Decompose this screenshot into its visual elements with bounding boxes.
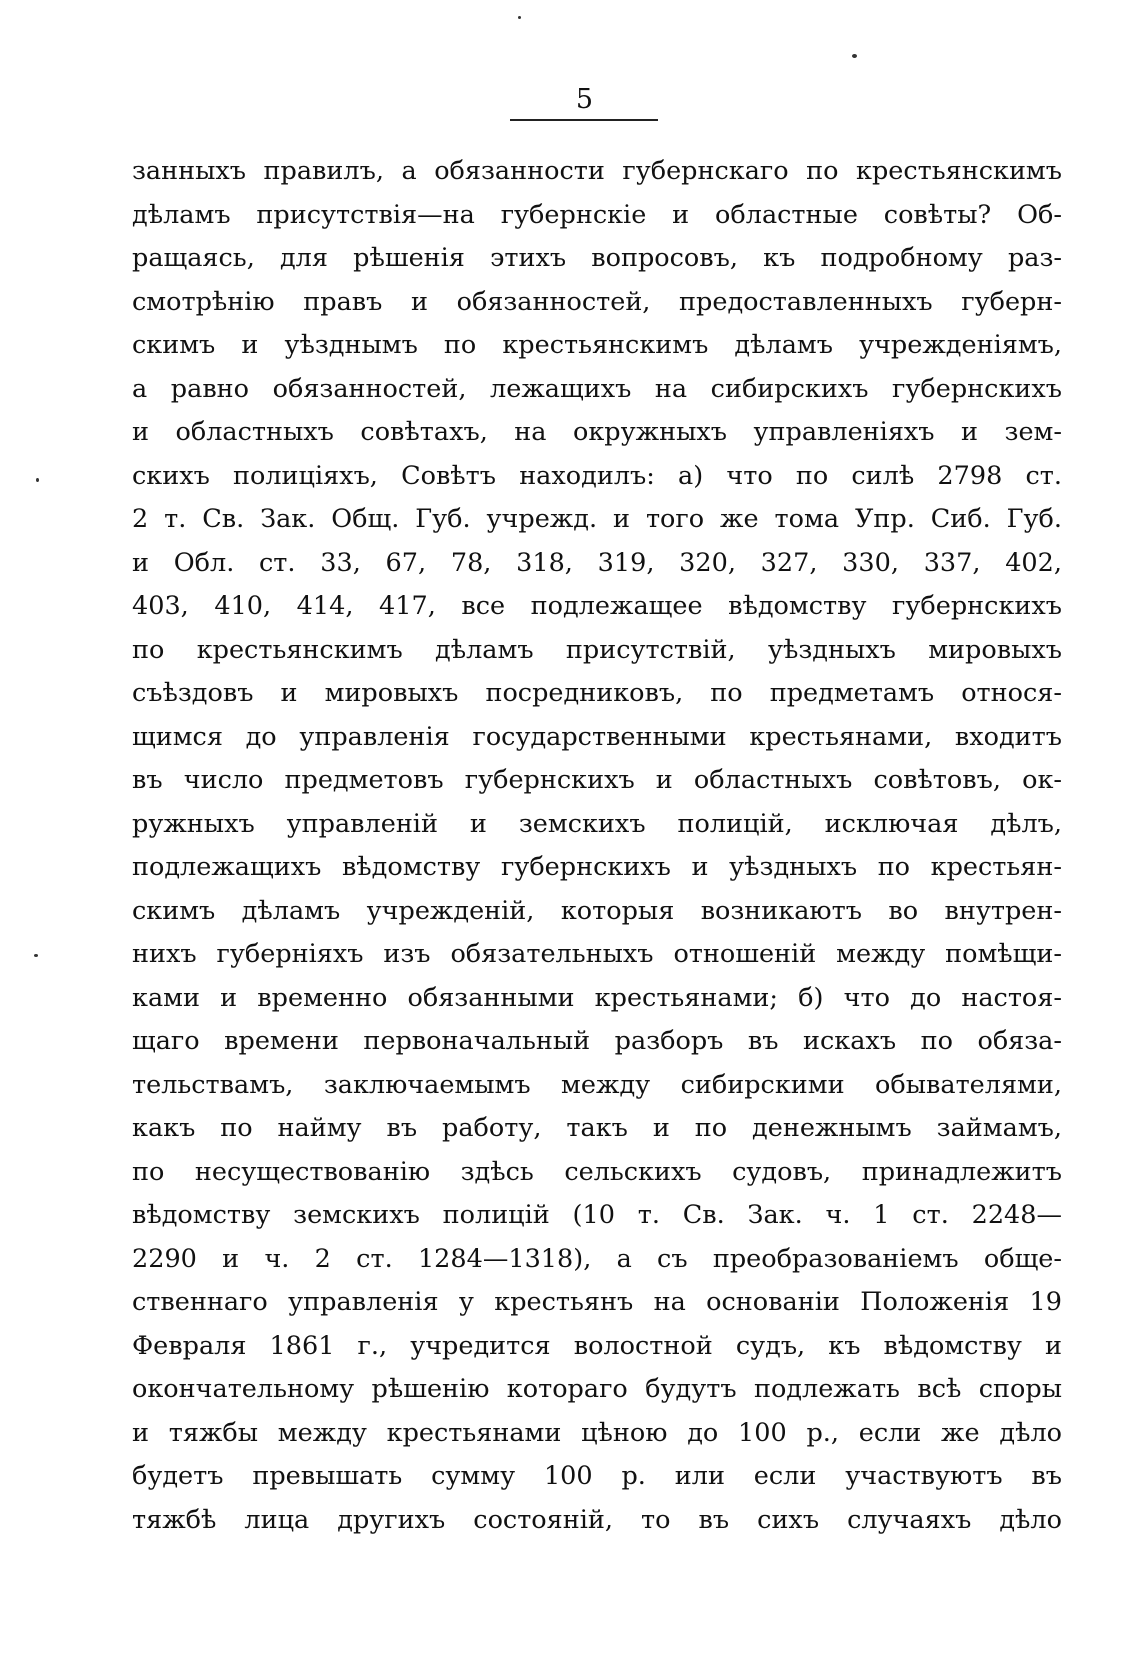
text-line: будетъ превышать сумму 100 р. или если участвуютъ въ	[132, 1461, 1062, 1491]
body-text	[132, 150, 1062, 1542]
page-number-rule	[510, 119, 658, 121]
text-line: съѣздовъ и мировыхъ посредниковъ, по предметамъ относя-	[132, 678, 1062, 708]
text-line: дѣламъ присутствія—на губернскіе и областные совѣты? Об-	[132, 199, 1062, 230]
text-line: окончательному рѣшенію котораго будутъ подлежать всѣ споры	[132, 1374, 1062, 1404]
text-line: по крестьянскимъ дѣламъ присутствій, уѣздныхъ мировыхъ	[132, 634, 1062, 665]
text-line: въ число предметовъ губернскихъ и областныхъ совѣтовъ, ок-	[132, 765, 1062, 795]
scan-speck	[36, 478, 39, 482]
text-line: и областныхъ совѣтахъ, на окружныхъ управленіяхъ и зем-	[132, 417, 1062, 447]
text-line: а равно обязанностей, лежащихъ на сибирскихъ губернскихъ	[132, 373, 1062, 404]
text-line: тельствамъ, заключаемымъ между сибирскими обывателями,	[132, 1069, 1062, 1100]
text-line: щаго времени первоначальный разборъ въ искахъ по обяза-	[132, 1026, 1062, 1056]
text-line: подлежащихъ вѣдомству губернскихъ и уѣздныхъ по крестьян-	[132, 852, 1062, 882]
scan-speck	[34, 954, 38, 957]
text-line: вѣдомству земскихъ полицій (10 т. Св. Зак. ч. 1 ст. 2248—	[132, 1200, 1062, 1230]
text-line: скимъ и уѣзднымъ по крестьянскимъ дѣламъ учрежденіямъ,	[132, 330, 1062, 360]
text-line: Февраля 1861 г., учредится волостной судъ, къ вѣдомству и	[132, 1330, 1062, 1361]
text-line: скихъ полиціяхъ, Совѣтъ находилъ: а) что по силѣ 2798 ст.	[132, 460, 1062, 491]
text-line: 2 т. Св. Зак. Общ. Губ. учрежд. и того же тома Упр. Сиб. Губ.	[132, 504, 1062, 534]
page-number: 5	[575, 84, 595, 115]
scan-speck	[852, 54, 857, 58]
text-line: тяжбѣ лица другихъ состояній, то въ сихъ случаяхъ дѣло	[132, 1504, 1062, 1535]
text-line: ружныхъ управленій и земскихъ полицій, исключая дѣлъ,	[132, 808, 1062, 839]
text-line: смотрѣнію правъ и обязанностей, предоставленныхъ губерн-	[132, 286, 1062, 317]
text-line: занныхъ правилъ, а обязанности губернскаго по крестьянскимъ	[132, 156, 1062, 186]
text-line: и тяжбы между крестьянами цѣною до 100 р., если же дѣло	[132, 1417, 1062, 1448]
text-line: ственнаго управленія у крестьянъ на основаніи Положенія 19	[132, 1287, 1062, 1317]
text-line: щимся до управленія государственными крестьянами, входитъ	[132, 721, 1062, 752]
text-line: по несуществованію здѣсь сельскихъ судовъ, принадлежитъ	[132, 1156, 1062, 1187]
scan-speck	[518, 16, 521, 19]
text-line: какъ по найму въ работу, такъ и по денежнымъ займамъ,	[132, 1113, 1062, 1143]
text-line: ками и временно обязанными крестьянами; б) что до настоя-	[132, 982, 1062, 1013]
text-line: и Обл. ст. 33, 67, 78, 318, 319, 320, 327, 330, 337, 402,	[132, 547, 1062, 578]
text-line: 2290 и ч. 2 ст. 1284—1318), а съ преобразованіемъ обще-	[132, 1243, 1062, 1274]
text-line: нихъ губерніяхъ изъ обязательныхъ отношеній между помѣщи-	[132, 939, 1062, 969]
text-line: ращаясь, для рѣшенія этихъ вопросовъ, къ подробному раз-	[132, 243, 1062, 273]
text-line: скимъ дѣламъ учрежденій, которыя возникаютъ во внутрен-	[132, 895, 1062, 926]
text-line: 403, 410, 414, 417, все подлежащее вѣдомству губернскихъ	[132, 591, 1062, 621]
